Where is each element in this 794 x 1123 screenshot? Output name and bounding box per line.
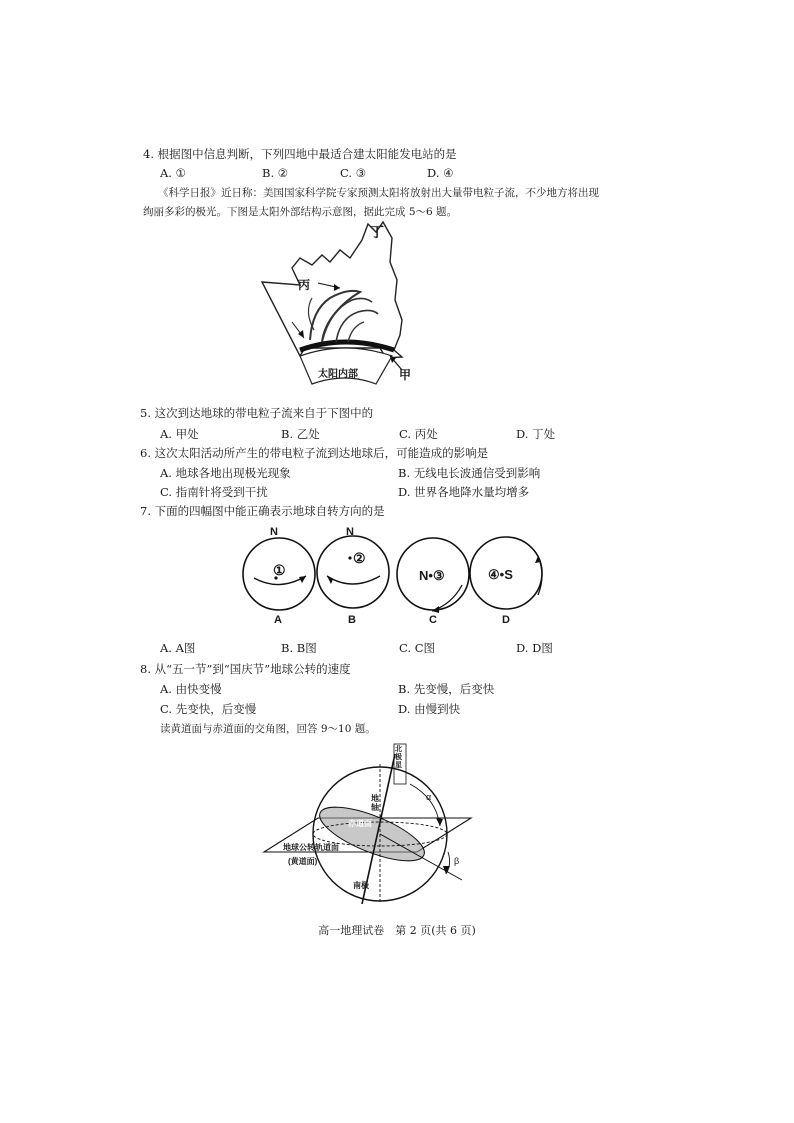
q7-option-a: A. A图 [160, 641, 196, 655]
q5-option-a: A. 甲处 [160, 427, 199, 441]
q4-option-d: D. ④ [427, 166, 454, 180]
label-orbit-plane: 地球公转轨道面 [283, 843, 339, 852]
label-alpha: α [426, 792, 432, 802]
globe-d-center: ④•S [488, 567, 513, 582]
q8-option-c: C. 先变快，后变慢 [160, 702, 257, 716]
q5-option-b: B. 乙处 [281, 427, 320, 441]
label-north-pole-star: 北极星 [395, 746, 402, 769]
label-south-pole: 南极 [353, 881, 369, 890]
globe-b-caption: B [348, 614, 356, 626]
q5-stem: 5. 这次到达地球的带电粒子流来自于下图中的 [140, 406, 374, 420]
q6-option-c: C. 指南针将受到干扰 [160, 485, 268, 499]
globe-c-caption: C [429, 614, 437, 626]
page-footer: 高一地理试卷 第 2 页(共 6 页) [318, 924, 476, 937]
q5-option-d: D. 丁处 [516, 427, 556, 441]
label-ding: 丁 [370, 224, 384, 240]
q6-option-d: D. 世界各地降水量均增多 [398, 485, 530, 499]
globe-c-center: N•③ [419, 568, 445, 583]
q8-option-a: A. 由快变慢 [160, 682, 222, 696]
globe-a-top: N [270, 526, 278, 538]
q7-option-b: B. B图 [281, 641, 317, 655]
passage-line-1: 《科学日报》近日称：美国国家科学院专家预测太阳将放射出大量带电粒子流，不少地方将出现 [158, 187, 599, 199]
label-sun-interior: 太阳内部 [318, 369, 358, 380]
q6-stem: 6. 这次太阳活动所产生的带电粒子流到达地球后，可能造成的影响是 [140, 446, 489, 460]
label-equator-plane: 赤道面 [348, 819, 372, 828]
q7-option-d: D. D图 [516, 641, 553, 655]
q8-stem: 8. 从“五一节”到“国庆节”地球公转的速度 [140, 662, 351, 676]
q4-option-a: A. ① [160, 166, 186, 180]
q4-stem: 4. 根据图中信息判断，下列四地中最适合建太阳能发电站的是 [143, 147, 457, 161]
q8-option-d: D. 由慢到快 [398, 702, 461, 716]
q5-option-c: C. 丙处 [399, 427, 438, 441]
globe-a-caption: A [274, 614, 282, 626]
label-earth-axis: 地轴 [371, 794, 379, 812]
label-ecliptic: (黄道面) [288, 857, 318, 866]
globe-a-center: ① [273, 562, 286, 578]
q6-option-a: A. 地球各地出现极光现象 [160, 466, 291, 480]
passage-line-2: 绚丽多彩的极光。下图是太阳外部结构示意图，据此完成 5～6 题。 [143, 206, 458, 218]
globe-b-center: ② [353, 550, 366, 566]
label-jia: 甲 [399, 368, 412, 382]
q8-option-b: B. 先变慢，后变快 [398, 682, 495, 696]
label-beta: β [454, 856, 460, 866]
q7-stem: 7. 下面的四幅图中能正确表示地球自转方向的是 [140, 504, 385, 518]
q4-option-c: C. ③ [340, 166, 367, 180]
label-bing: 丙 [298, 278, 311, 292]
globe-d-caption: D [502, 614, 510, 626]
globe-b-top: N [346, 526, 354, 538]
q7-option-c: C. C图 [399, 641, 435, 655]
q4-option-b: B. ② [262, 166, 289, 180]
q6-option-b: B. 无线电长波通信受到影响 [398, 466, 541, 480]
read-intro: 读黄道面与赤道面的交角图，回答 9～10 题。 [160, 723, 376, 735]
